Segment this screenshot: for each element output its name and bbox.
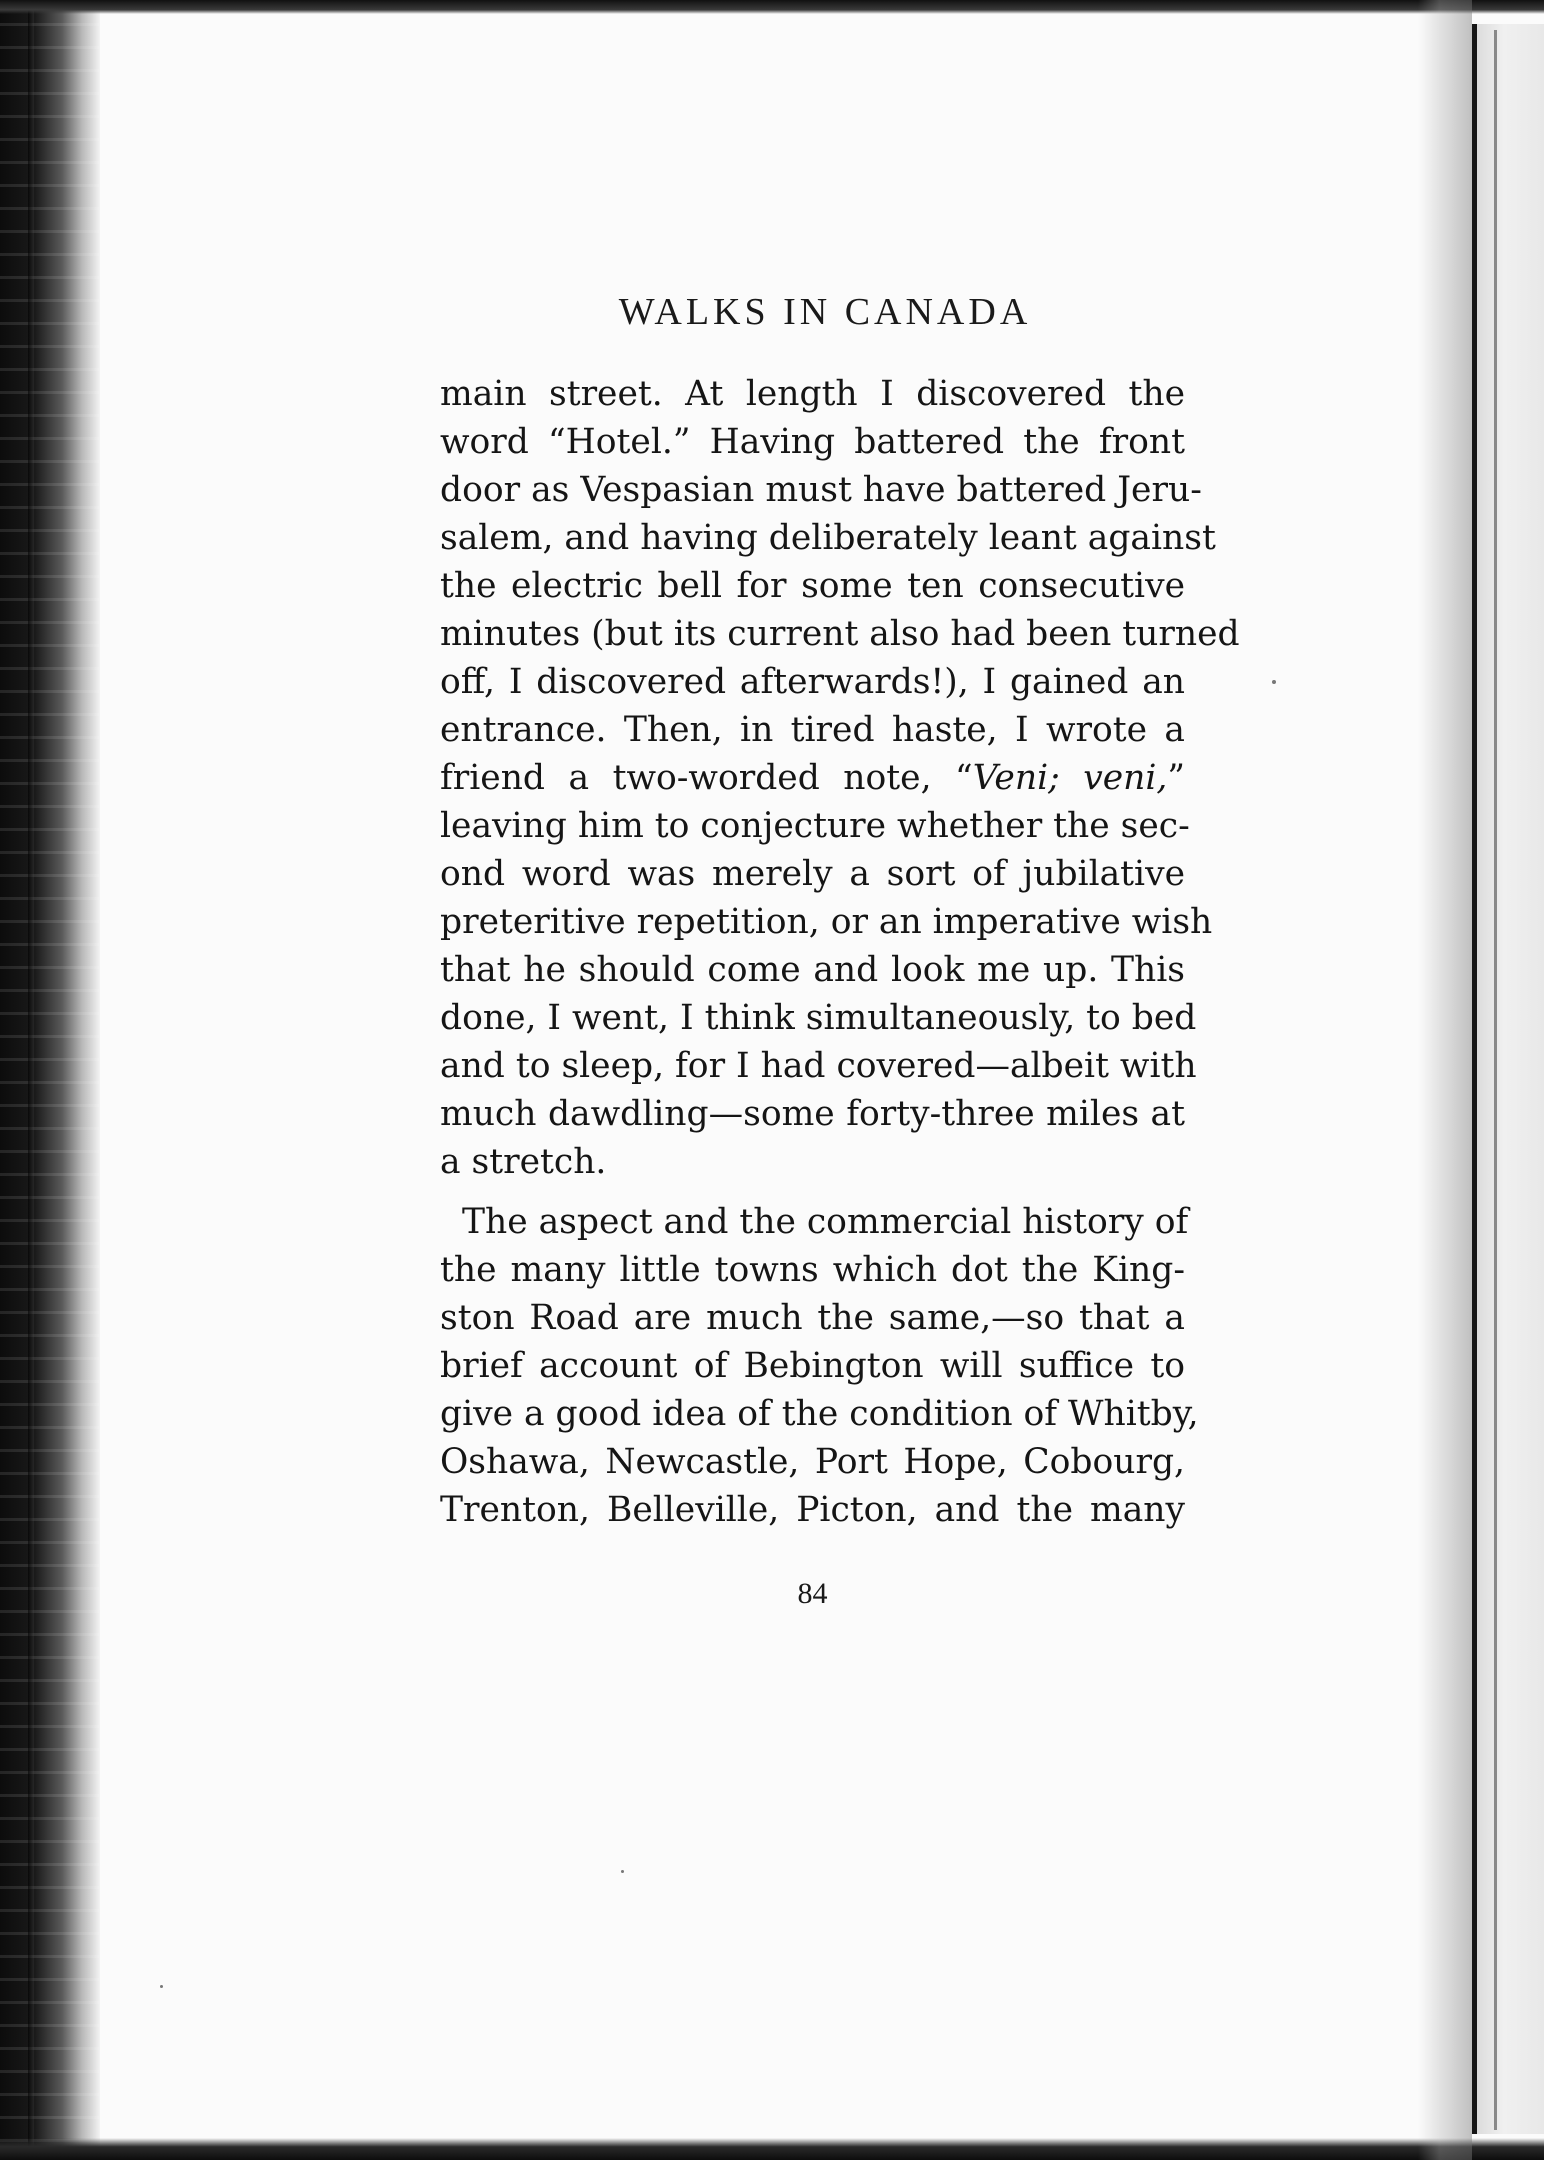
text-line: done, I went, I think simultaneously, to bed [440,998,1197,1038]
text-line: main street. At length I discovered the [440,374,1185,414]
text-line: minutes (but its current also had been turned [440,614,1240,654]
next-page-border [1494,30,1497,2130]
text-line: door as Vespasian must have battered Jeru- [440,470,1202,510]
text-line: Trenton, Belleville, Picton, and the many [440,1490,1185,1530]
text-line: the many little towns which dot the King- [440,1250,1185,1290]
text-line: ston Road are much the same,—so that a [440,1298,1185,1338]
book-binding [0,0,100,2160]
text-line: give a good idea of the condition of Whitby, [440,1394,1199,1434]
closing-quote-mark: ” [1167,758,1186,798]
dust-speck [1272,680,1276,684]
text-line: salem, and having deliberately leant against [440,518,1216,558]
page-fold-shadow [1418,0,1472,2160]
text-line: brief account of Bebington will suffice to [440,1346,1185,1386]
scan-bottom-edge [0,2138,1544,2160]
text-line: a stretch. [440,1142,607,1182]
dust-speck [621,1870,624,1873]
next-page-edge [1477,24,1544,2134]
running-head: WALKS IN CANADA [618,291,1032,333]
text-line: the electric bell for some ten consecutive [440,566,1185,606]
dust-speck [160,1985,163,1988]
text-line: entrance. Then, in tired haste, I wrote a [440,710,1185,750]
text-line: much dawdling—some forty-three miles at [440,1094,1185,1134]
text-line: Oshawa, Newcastle, Port Hope, Cobourg, [440,1442,1185,1482]
italic-quote: Veni; veni, [972,758,1168,798]
text-line: leaving him to conjecture whether the sec- [440,806,1190,846]
text-line-with-italic-quote [440,754,1185,802]
binding-edge [28,0,34,2160]
text-line: The aspect and the commercial history of [462,1202,1189,1242]
text-segment: friend a two-worded note, “ [440,758,973,798]
text-line: and to sleep, for I had covered—albeit with [440,1046,1197,1086]
text-line: ond word was merely a sort of jubilative [440,854,1185,894]
text-line: off, I discovered afterwards!), I gained an [440,662,1185,702]
page-number: 84 [797,1577,828,1610]
text-line: word “Hotel.” Having battered the front [440,422,1185,462]
scan-top-edge [0,0,1544,14]
text-line: that he should come and look me up. This [440,950,1185,990]
text-line: preteritive repetition, or an imperative wish [440,902,1213,942]
